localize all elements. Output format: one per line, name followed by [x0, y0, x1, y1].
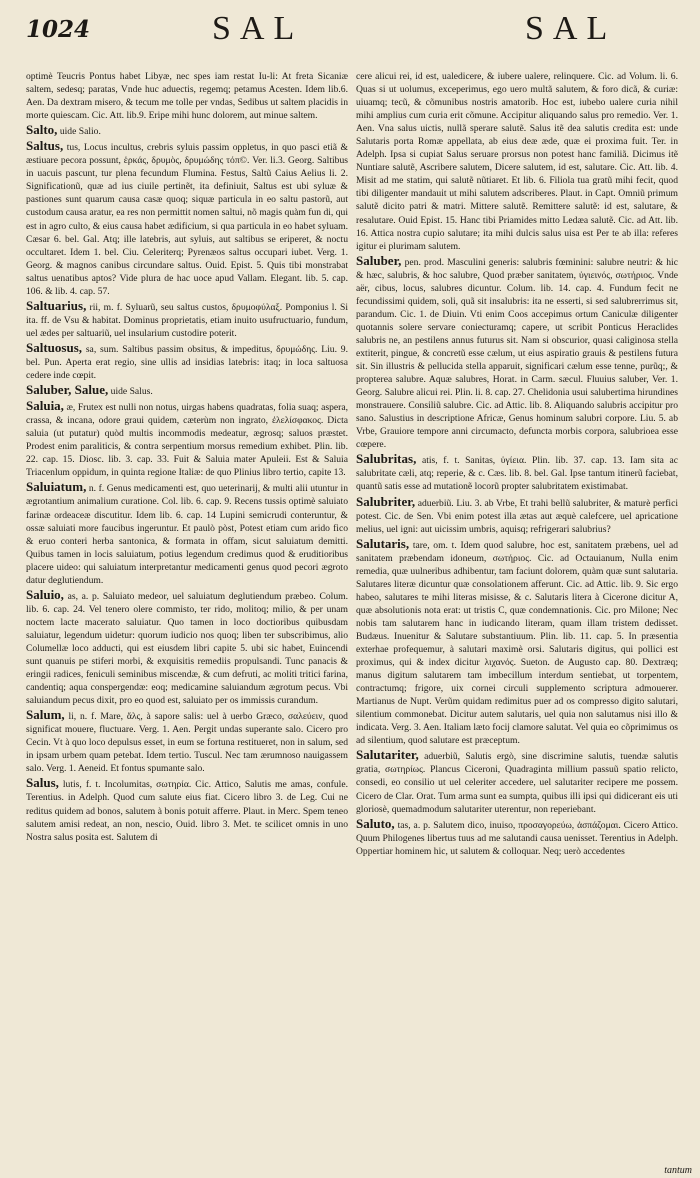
- entry-headword: Salto,: [26, 122, 58, 138]
- entry-text: atis, f. t. Sanitas, ὑγίεια. Plin. lib. 37. cap. 13. Iam sita ac salubritate cæli, atq; reperie, & c. Cæs. lib. 8. bel. Gal. Ipse tantum itinerũ faciebat, quantũ satis esse ad mutationẽ locorũ propter salubritatem existimabat.: [356, 455, 678, 493]
- entry-text: tare, om. t. Idem quod salubre, hoc est, sanitatem præbens, uel ad sanitatem præbendam idoneum, σωτήριος. Cic. ad Octauianum, Nulla enim remedia, quæ uulneribus adhibentur, tam faciunt dolorem, quàm quæ sunt salutaria. Salutares literæ dicuntur quæ consolationem afferunt. Cic. ad Attic. lib. 9. Sic ergo habeo, salutares te mihi literas misisse, & c. Salutaris litera à Cicerone dicitur A, quæ absolutionis nota erat: ut tristis C, quæ condemnationis. Cic. pro Milone; Nec nobis tam salutarem hanc in iudicando literam, quam illam tristem dedisset. Budæus. Inuenitur & Salutare substantiuum. Plin. lib. 11. cap. 5. In præsentia exterhae profequemur, à salutari maximè orsi. Salutaris digitus, qui pollici est proximus, qui & index dicitur λιχανός. Sueton. de Augusto cap. 80. Dextræq; manus digitum salutarem tam imbecillum interdum sentiebat, ut torpentem, contractumq; frigore, uix cornei circuli supplemento scriptura admouerer. Martianus de Nupt. Verũm quidam redimitus puer ad os compresso digito salutari, silentium commonebat. Dicitur autem salutaris, uel quia non salutamus nisi illo & indicata. Verg. 3. Aen. Italiam læto focij clamore salutat. Vel quia eo cõprimimus os ad silentium, quod salutare est præceptum.: [356, 539, 678, 747]
- entry-text: sa, sum. Saltibus passim obsitus, & impeditus, δρυμώδης. Liu. 9. bel. Pun. Aperta erat regio, sine ullis ad insidias latebris: itaq; in loca saltuosa cedere inde cœpit.: [26, 343, 348, 382]
- entry-text: rii, m. f. Syluarũ, seu saltus custos, δρυμοφύλαξ. Pomponius l. Si ita. ff. de Vsu & habitat. Dominus proprietatis, etiam inuito usufructuario, fundum, uel ædes per saltuariũ, uel insularium custodire poterit.: [26, 301, 348, 339]
- catchword: tantum: [664, 1165, 692, 1176]
- dictionary-entry: [26, 341, 348, 382]
- entry-headword: Saluto,: [356, 815, 395, 831]
- dictionary-entry: [26, 139, 348, 298]
- running-head-left: SAL: [212, 10, 304, 47]
- entry-headword: Salutaris,: [356, 535, 410, 551]
- entry-text: æ, Frutex est nulli non notus, uirgas habens quadratas, folia suaq; aspera, crassa, & incana, odore graui quidem, cæterùm non ingrato, ἐλελίσφακος. Dicta saluia (ut putatur) quòd multis incommodis medeatur, ægrosq; saluos præstet. Prodest enim paraliticis, & contra serpentium morsus remedium exhibet. Plin. lib. 22. cap. 15. Diosc. lib. 3. cap. 33. Fuit & Saluia mater Apuleii. Est & Saluia Triacenlum oppidum, in quinta regione Italiæ: de quo Plinius libro tertio, capite 13.: [26, 402, 348, 479]
- entry-headword: Saluio,: [26, 586, 64, 602]
- dictionary-entry: [356, 495, 678, 536]
- entry-headword: Saluia,: [26, 398, 64, 414]
- entry-headword: Salus,: [26, 775, 59, 791]
- entry-text: uide Salus.: [110, 386, 153, 398]
- dictionary-entry: [26, 776, 348, 843]
- entry-text: aduerbiũ. Liu. 3. ab Vrbe, Et trahi bellũ salubriter, & maturè perfici potest. Cic. de Sen. Vbi enim potest illa ætas aut æquè calefcere, uel apricatione melius, uel igni: aut uicissim umbris, aquisq; refrigerari salubrius?: [356, 497, 678, 535]
- dictionary-entry: [26, 708, 348, 775]
- entry-text: optimè Teucris Pontus habet Libyæ, nec spes iam restat Iu-li: At freta Sicaniæ saltem, sedesq; paratas, Vnde huc aduectis, regemq; petamus Acesten. Idem lib.6. Aen. Da dextram misero, & tecum me tolle per vndas, Sedibus ut saltem placidis in morte quiescam. Cic. Att. lib.9. Eripe mihi hunc dolorem, aut minue saltem.: [26, 71, 348, 122]
- entry-headword: Saluber, Salue,: [26, 382, 109, 398]
- dictionary-entry: [356, 70, 678, 253]
- entry-headword: Salubritas,: [356, 451, 417, 467]
- page-header: [0, 10, 700, 70]
- entry-headword: Saltuarius,: [26, 297, 87, 313]
- entry-text: uide Salio.: [59, 126, 101, 138]
- dictionary-entry: [26, 70, 348, 122]
- entry-text: tus, Locus incultus, crebris syluis passim oppletus, in quo pasci etiã & æstiuare pecora possunt, ἑρκάς, δρυμὸς, δρυμώδης τόπ©. Ver. li.3. Georg. Saltibus in uacuis pascunt, tur plena fecundum Flumina. Festus, Saltũ Caius Aelius li. 2. Significationũ, quæ ad ius ciuile pertinẽt, ita definiuit, Saltus est ubi syluæ & pastiones sunt quarum causa casæ quoq; siquæ particula in eo saltu pastorũ, aut custodum causa aratur, ea res non permittit nomen saltui, nõ magis quàm fun di, qui est in agro culto, & eius causa habet ædificium, si qua particula in eo habet syluam. Cæsar 6. bel. Gal. Atq; ille latebris, aut syluis, aut saltibus se eriperet, & noctu occultaret. Idem 1. bel. Ciu. Celeriterq; Pyrenæos saltus occupari iubet. Verg. 1. Georg. & magnos canibus circundare saltus. Ouid. Epist. 5. Quis tibi monstrabat saltus uenatibus aptos? Vide plura de hac uoce apud Vallam. Elegant. lib. 5. cap. 106. & lib. 4. cap. 57.: [26, 142, 348, 297]
- entry-text: n. f. Genus medicamenti est, quo ueterinarij, & multi alii utuntur in ægrotantium animalium curatione. Col. lib. 6. cap. 9. Recens tussis optimè saluiato farinæ ordeaceæ discutitur. Idem lib. 6. cap. 14 Lupini semicrudi conteruntur, & ossæ saluiati more faucibus ingeruntur. Et paulò pòst, Potest etiam cum arido fico & eruo conteri herba santonica, & formata in offam, sicut saluiatum demitti. Quibus tamen in locis saluiatum, potius legendum credimus quod & eruditioribus placere uideo: qui saluiatum interpretantur medicamenti genus quod pecori ægroto datur deglutiendum.: [26, 483, 348, 586]
- entry-text: li, n. f. Mare, ἅλς, à sapore salis: uel à uerbo Græco, σαλεύειν, quod significat mouere, fluctuare. Verg. 1. Aen. Pergit undas superante salo. Cicero pro Cecin. Vt à quo loco depulsus esset, in eum se fortuna restitueret, non in salum, sed in ipsam urbem quam petebat. Idem tertio. Tuscul. Nec tam ærumnoso nauigassem salo. Verg. 1. Aeneid. Et fontus spumante salo.: [26, 711, 348, 775]
- dictionary-entry: [26, 123, 348, 138]
- entry-headword: Salum,: [26, 707, 65, 723]
- entry-headword: Saluiatum,: [26, 479, 87, 495]
- dictionary-entry: [26, 480, 348, 586]
- entry-headword: Salubriter,: [356, 493, 416, 509]
- dictionary-entry: [356, 254, 678, 452]
- entry-text: lutis, f. t. Incolumitas, σωτηρία. Cic. Attico, Salutis me amas, confule. Terentius. in Adelph. Quod cum salute eius fiat. Cicero libro 3. de Leg. Cui ne reditus quidem ad bonos, salutem à bonis potuit afferre. Plaut. in Merc. Spem teneo salutem amisi redeat, an non, nescio, Ouid. libro 3. Met. te scilicet omnis in uno Nostra salus posita est. Salutem di: [26, 779, 348, 843]
- dictionary-entry: [356, 817, 678, 858]
- entry-headword: Salutariter,: [356, 747, 419, 763]
- entry-text: pen. prod. Masculini generis: salubris fœminini: salubre neutri: & hic & hæc, salubris, & hoc salubre, Quod præber sanitatem, ὑγιεινός, σωτήριος. Vnde aër, cibus, locus, salubres dicuntur. Colum. lib. 14. cap. 4. Fundum fecit ne fecundissimi quidem, soli, quã sit insalubris: ita ne esserti, si sed salubrerrimus sit, parandum. Cic. 1. de Diuin. Vti enim Coos accepimus ortum Caniculæ diligenter quotannis solere servare coniecturamq; capere, ut scribit Ponticus Heraclides salubris ne, an pestilens annus futurus sit. Nam si obscurior, quasi caliginosa stella extiterit, pingue, & concretũ esse cælum, ut eius aspiratio grauis & pestilens futura sit. Sin illustris & pellucida stella apparuit, significari cælum esse tenne, purũq;, & propterea salubre. Aquæ salubres, Horat. in Carm. sæcul. Fluuius saluber, Ver. 1. Georg. Salubre alicui rei. Plin. li. 8. cap. 27. Chelidonia usui salubertima hirundines monstrauere. Consiliũ salubre. Cic. ad Attic. lib. 8. Aliquando salubris accipitur pro sano. Salustius in descriptione Africæ, Genus hominum salubri corpore. Liu. 5. ab Vrbe, Grauiore tempore anni circumacto, defuncta morbis corpora, salubrioea esse cœpere.: [356, 256, 678, 451]
- entry-headword: Saltus,: [26, 138, 64, 154]
- dictionary-entry: [26, 588, 348, 707]
- page-number: 1024: [26, 16, 91, 43]
- entry-text: cere alicui rei, id est, ualedicere, & iubere ualere, relinquere. Cic. ad Volum. li. 6. Quas si ut uolumus, exceperimus, ego uero multã salutem, & foro dicã, & curiæ: uiuamq; tecũ, & cõmunibus nostris amatorib. Hoc est, iubebo ualere curia nihil mihi amplius cum curia erit cõmune. Accipitur aliquando salus pro remedio. Ver. 1. Aen. Vna salus uictis, nullã sperare salutẽ. Salus itẽ dea salutis credita est: unde Salutaris porta Romæ appellata, ab eius deæ æde, quæ ei proxima fuit. Ter. in Adelph. Ipsa si cupiat Salus seruare prorsus non potest hanc familiã. Dicimus itẽ Nuntiare salutẽ, Ascribere salutem, Dicere salutem, id est, salutare. Cic. Att. lib. 4. Misit ad me statim, qui salutẽ nũtiaret. Et lib. 6. Filiola tua gratũ mihi fecit, quod tibi diligenter mandauit ut mihi salutem adscriberes. Plaut. in Capt. Omniũ primum salutẽ dicito patri & matri. Mittere salutẽ. Remittere salutẽ: id est, salutare, & resalutare. Ouid Epist. 15. Hanc tibi Priamides mitto Ledæa salutẽ. Cic. ad Att. lib. 16. Attica nostra cupio salutare; ita mihi dulcis salus uisa est Per te ab illa: referes igitur ei plurimam salutem.: [356, 71, 678, 252]
- dictionary-entry: [26, 399, 348, 479]
- entry-headword: Saltuosus,: [26, 339, 82, 355]
- dictionary-entry: [26, 383, 348, 398]
- dictionary-entry: [356, 748, 678, 815]
- dictionary-entry: [356, 537, 678, 748]
- entry-text: aduerbiũ, Salutis ergò, sine discrimine salutis, tuendæ salutis gratia, σωτηρίως. Plancus Ciceroni, Quadraginta millium passuũ spatio relicto, consedi, eo consilio ut uel celeriter accedere, uel salutariter recipere me possem. Cicero de Clar. Orat. Tum arma sunt ea sumpta, quibus illi ipsi qui didicerant eis uti gloriosè, quemadmodum salutariter uterentur, non reperiebant.: [356, 751, 678, 815]
- dictionary-entry: [26, 299, 348, 340]
- running-head-right: SAL: [525, 10, 617, 47]
- dictionary-entry: [356, 452, 678, 493]
- entry-text: tas, a. p. Salutem dico, inuiso, προσαγορεύω, ἀσπάζομαι. Cicero Attico. Quum Philogenes libertus tuus ad me salutandi causa uenisset. Terentius in Adelph. Oppertiar hominem hic, ut salutem & colloquar. Neq; uerò accedentes: [356, 819, 678, 857]
- entry-headword: Saluber,: [356, 252, 402, 268]
- entry-text: as, a. p. Saluiato medeor, uel saluiatum deglutiendum præbeo. Colum. lib. 6. cap. 24. Vel tenero olere commisto, ter rido, molitoq; milio, & per unam noctem lacte macerato saluiatur. Quo tamen in loco doctioribus quibusdam saluiatur, legendum uidetur: quorum iudicio nos quoq; liben ter subscribimus, alio Columellæ loco adducti, qui est eiusdem libri capite 5. ubi sic habet, Euincendi sunt quanuis pe stiferi morbi, & exquisitis remediis propulsandi. Tunc panacis & eringii radices, feniculi seminibus miscendæ, & cum defruti, ac moliti tritici farina, candentiq; aqua conspergendæ: eoq; medicamine saluiandum ægrotum pecus. Vbi saluiandum pecus dixit, pro eo quod est, saluiato per os immissis curandum.: [26, 590, 348, 707]
- right-column: [356, 70, 678, 1170]
- left-column: [26, 70, 348, 1170]
